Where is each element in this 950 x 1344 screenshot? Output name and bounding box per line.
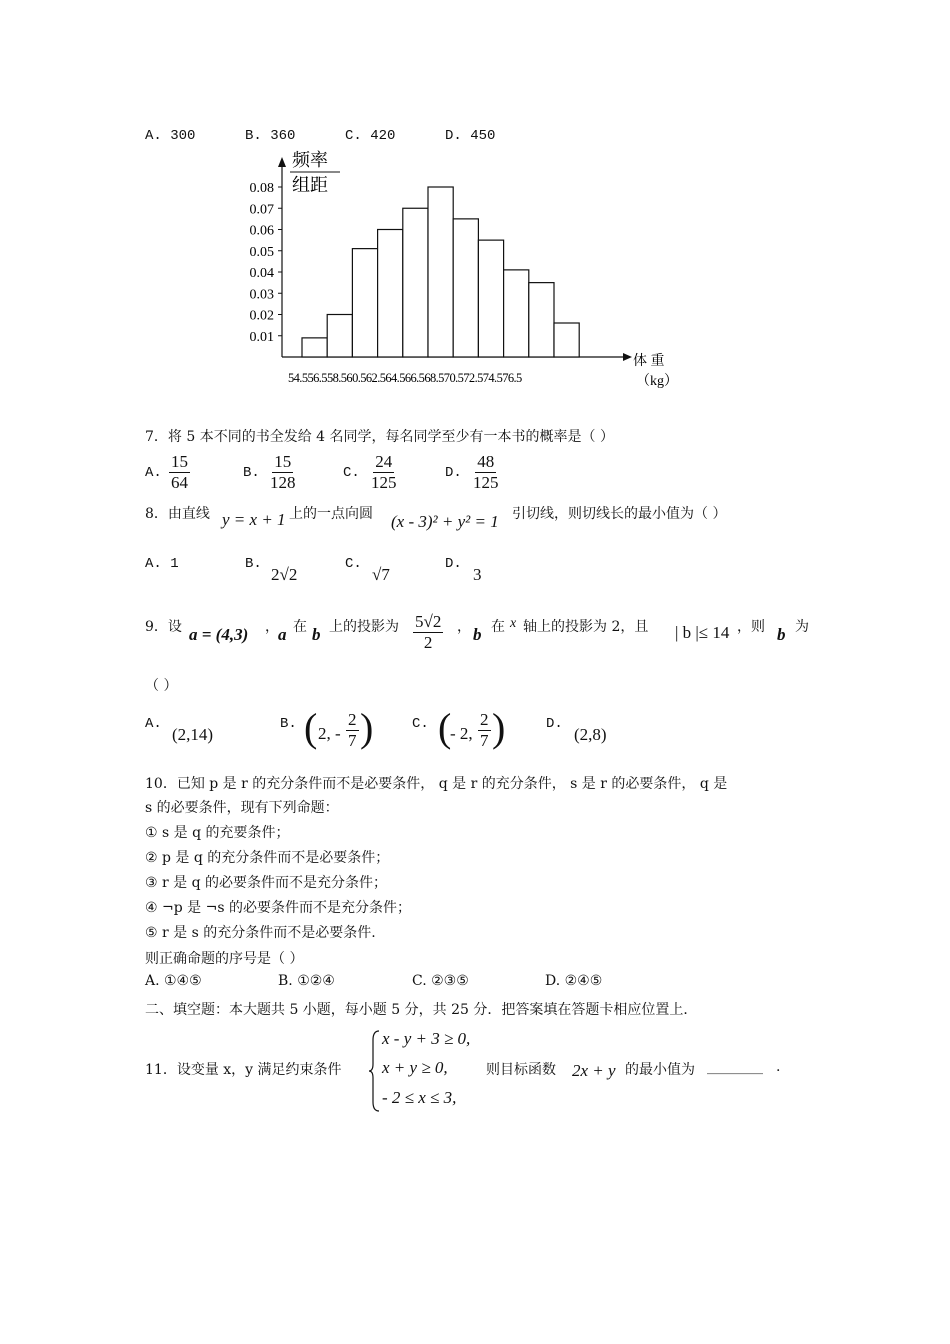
x-axis-unit: （kg） <box>636 374 678 389</box>
q9-option-c-text: - 2, <box>450 724 473 743</box>
histogram-bar <box>352 249 377 357</box>
q9-text: 9．设 <box>145 619 182 635</box>
y-label-denominator: 组距 <box>292 175 328 195</box>
q7-stem: 7．将 5 本不同的书全发给 4 名同学，每名同学至少有一本书的概率是（ ） <box>145 429 614 445</box>
q8-circle: (x - 3)² + y² = 1 <box>391 512 499 531</box>
q8-option-d: 3 <box>473 565 482 584</box>
q11-answer-blank[interactable]: ________ <box>707 1059 763 1075</box>
q7-label-a: A. <box>145 465 162 481</box>
histogram-bar <box>504 270 529 357</box>
y-axis-arrow <box>278 157 286 167</box>
q9-text: 上的投影为 <box>329 619 399 635</box>
q10-item-5: ⑤ r 是 s 的充分条件而不是必要条件. <box>145 925 376 941</box>
y-label-numerator: 频率 <box>292 150 328 170</box>
q10-item-4: ④ ¬p 是 ¬s 的必要条件而不是充分条件； <box>145 900 411 916</box>
y-tick-label: 0.02 <box>249 308 274 324</box>
q8-option-b: 2√2 <box>271 565 298 584</box>
q8-line: y = x + 1 <box>222 510 286 529</box>
q9-option-d: (2,8) <box>574 725 607 744</box>
q6-option-d: D. 450 <box>445 128 496 144</box>
q9-paren: （ ） <box>145 678 178 694</box>
q9-vector-b: b <box>473 625 482 644</box>
q11-constraint-1: x - y + 3 ≥ 0, <box>382 1029 471 1048</box>
section-2-heading: 二、填空题：本大题共 5 小题，每小题 5 分，共 25 分．把答案填在答题卡相应位置上． <box>145 1002 698 1018</box>
q9-x: x <box>510 616 517 631</box>
q9-vector-a-def: a = (4,3) <box>189 625 249 644</box>
q7-label-b: B. <box>243 465 260 481</box>
y-tick-label: 0.05 <box>249 244 274 260</box>
q9-text: 在 <box>293 619 307 635</box>
q6-option-a: A. 300 <box>145 128 196 144</box>
histogram-bar <box>428 187 453 357</box>
histogram-bar <box>302 338 327 357</box>
histogram-bar <box>453 219 478 357</box>
q10-option-c: C. ②③⑤ <box>412 973 469 989</box>
x-axis-arrow <box>623 353 632 361</box>
histogram-bar <box>378 230 403 358</box>
q11-brace <box>368 1030 380 1112</box>
y-tick-label: 0.01 <box>249 329 274 345</box>
q9-projection: $\frac{5√2}{2}$ <box>415 612 442 652</box>
q7-label-c: C. <box>343 465 360 481</box>
q11-period: . <box>776 1059 781 1075</box>
q9-text: ，则 <box>737 619 765 635</box>
q10-ask: 则正确命题的序号是（ ） <box>145 951 304 967</box>
y-tick-label: 0.07 <box>249 202 274 218</box>
q11-constraint-3: - 2 ≤ x ≤ 3, <box>382 1088 457 1107</box>
q9-label-b: B. <box>280 716 297 732</box>
q11-objective: 2x + y <box>572 1061 616 1080</box>
q7-label-d: D. <box>445 465 462 481</box>
q10-option-b: B. ①②④ <box>278 973 335 989</box>
q10-stem-line2: s 的必要条件，现有下列命题： <box>145 800 339 816</box>
q11-mid: 则目标函数 <box>486 1062 556 1078</box>
q9-vector-b: b <box>777 625 786 644</box>
q10-stem-line1: 10．已知 p 是 r 的充分条件而不是必要条件， q 是 r 的充分条件， s 是 r 的必要条件， q 是 <box>145 776 728 792</box>
histogram-bar <box>403 208 428 357</box>
q7-option-d: $\frac{48}{125}$ <box>473 452 499 492</box>
q9-option-c-frac: $\frac{2}{7}$ <box>480 710 489 750</box>
histogram-bar <box>554 323 579 357</box>
q9-option-a: (2,14) <box>172 725 214 744</box>
q9-text: 为 <box>795 619 809 635</box>
histogram-bar <box>327 315 352 358</box>
q9-text: 在 <box>491 619 505 635</box>
q6-option-b: B. 360 <box>245 128 296 144</box>
q7-option-c: $\frac{24}{125}$ <box>371 452 397 492</box>
q9-vector-b: b <box>312 625 321 644</box>
q6-option-c: C. 420 <box>345 128 396 144</box>
q9-label-c: C. <box>412 716 429 732</box>
q9-text: ， <box>457 619 471 635</box>
y-tick-label: 0.08 <box>249 181 274 196</box>
y-tick-label: 0.04 <box>249 266 274 281</box>
q8-label-d: D. <box>445 556 462 572</box>
q11-constraint-2: x + y ≥ 0, <box>382 1058 448 1077</box>
q10-item-3: ③ r 是 q 的必要条件而不是充分条件； <box>145 875 388 891</box>
y-tick-label: 0.03 <box>249 287 274 303</box>
q10-item-1: ① s 是 q 的充要条件； <box>145 825 290 841</box>
q8-stem-c: 引切线，则切线长的最小值为（ ） <box>512 506 727 522</box>
q9-option-b-frac: $\frac{2}{7}$ <box>348 710 357 750</box>
q10-option-d: D. ②④⑤ <box>545 973 603 989</box>
q7-option-a: $\frac{15}{64}$ <box>171 452 188 492</box>
q9-option-b-text: 2, - <box>318 724 341 743</box>
q8-stem-a: 8．由直线 <box>145 506 210 522</box>
x-axis-label: 体 重 <box>633 354 665 369</box>
q8-label-b: B. <box>245 556 262 572</box>
q10-option-a: A. ①④⑤ <box>145 973 202 989</box>
histogram-bar <box>529 283 554 357</box>
x-tick-labels: 54.556.558.560.562.564.566.568.570.572.574.576.5 <box>288 371 522 385</box>
q10-item-2: ② p 是 q 的充分条件而不是必要条件； <box>145 850 390 866</box>
q9-text: ， <box>265 619 279 635</box>
y-tick-label: 0.06 <box>249 223 274 239</box>
q11-stem: 11．设变量 x，y 满足约束条件 <box>145 1062 342 1078</box>
q8-label-a: A. 1 <box>145 556 179 572</box>
histogram-bar <box>478 240 503 357</box>
q9-label-a: A. <box>145 716 162 732</box>
q9-label-d: D. <box>546 716 563 732</box>
q9-text: 轴上的投影为 2，且 <box>523 619 649 635</box>
q8-label-c: C. <box>345 556 362 572</box>
q8-option-c: √7 <box>372 565 390 584</box>
q7-option-b: $\frac{15}{128}$ <box>270 452 296 492</box>
q11-end: 的最小值为 <box>625 1062 695 1078</box>
weight-histogram <box>230 145 730 395</box>
q9-vector-a: a <box>278 625 287 644</box>
q9-norm-b: | b |≤ 14 <box>675 623 730 642</box>
q8-stem-b: 上的一点向圆 <box>289 506 373 522</box>
